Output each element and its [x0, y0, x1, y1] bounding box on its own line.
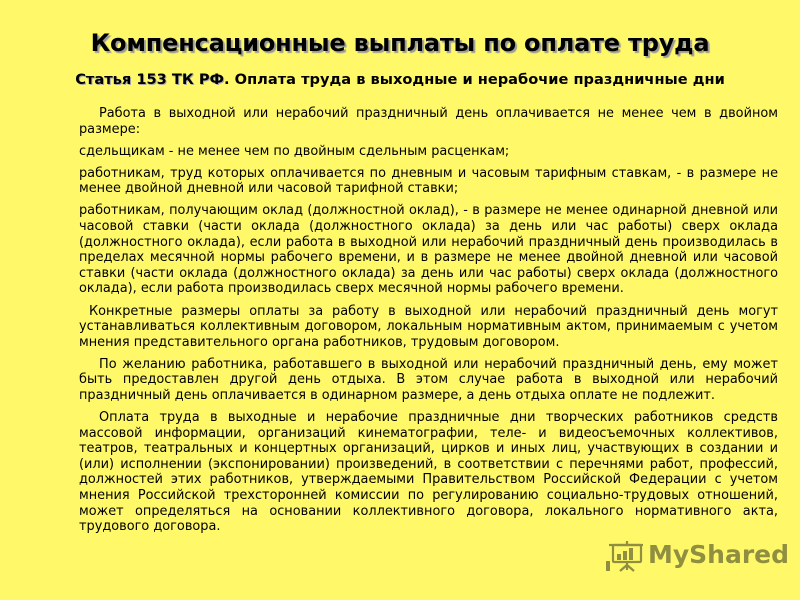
document-body	[79, 106, 778, 541]
paragraph-creative-workers: Оплата труда в выходные и нерабочие праздничные дни творческих работников средств массовой информации, организаций кинематографии, теле- и видеосъемочных коллективов, театров, театральных и концертных организаций, цирков и иных лиц, участвующих в создании и (или) исполнении (экспонировании) произведений, в соответствии с перечнями работ, профессий, должностей этих работников, утверждаемыми Правительством Российской Федерации с учетом мнения Российской трехсторонней комиссии по регулированию социально-трудовых отношений, может определяться на основании коллективного договора, локального нормативного акта, трудового договора.	[79, 410, 778, 535]
paragraph-intro: Работа в выходной или нерабочий праздничный день оплачивается не менее чем в двойном размере:	[79, 106, 778, 137]
page-title: Компенсационные выплаты по оплате труда	[90, 29, 710, 57]
logo-text: MyShared	[648, 540, 790, 569]
article-reference: Статья 153 ТК РФ	[75, 71, 225, 88]
presentation-board-icon	[606, 539, 644, 573]
page-subtitle	[0, 71, 800, 89]
paragraph-salaried-workers: работникам, получающим оклад (должностной оклад), - в размере не менее одинарной дневной или часовой ставки (части оклада (должностного оклада) за день или час работы) сверх оклада (должностного оклада), если работа в выходной или нерабочий праздничный день производилась в пределах месячной нормы рабочего времени, и в размере не менее двойной дневной или часовой ставки (части оклада (должностного оклада) за день или час работы) сверх оклада (должностного оклада), если работа производилась сверх месячной нормы рабочего времени.	[79, 203, 778, 297]
paragraph-specific-amounts: Конкретные размеры оплаты за работу в выходной или нерабочий праздничный день могут устанавливаться коллективным договором, локальным нормативным актом, принимаемым с учетом мнения представительного органа работников, трудовым договором.	[79, 303, 778, 350]
subtitle-text: . Оплата труда в выходные и нерабочие праздничные дни	[224, 71, 725, 88]
myshared-logo	[606, 539, 790, 573]
paragraph-piece-workers: сдельщикам - не менее чем по двойным сдельным расценкам;	[79, 143, 510, 159]
paragraph-tariff-workers: работникам, труд которых оплачивается по дневным и часовым тарифным ставкам, - в размере не менее двойной дневной или часовой тарифной ставки;	[79, 165, 778, 197]
paragraph-day-off: По желанию работника, работавшего в выходной или нерабочий праздничный день, ему может быть предоставлен другой день отдыха. В этом случае работа в выходной или нерабочий праздничный день оплачивается в одинарном размере, а день отдыха оплате не подлежит.	[79, 356, 778, 403]
